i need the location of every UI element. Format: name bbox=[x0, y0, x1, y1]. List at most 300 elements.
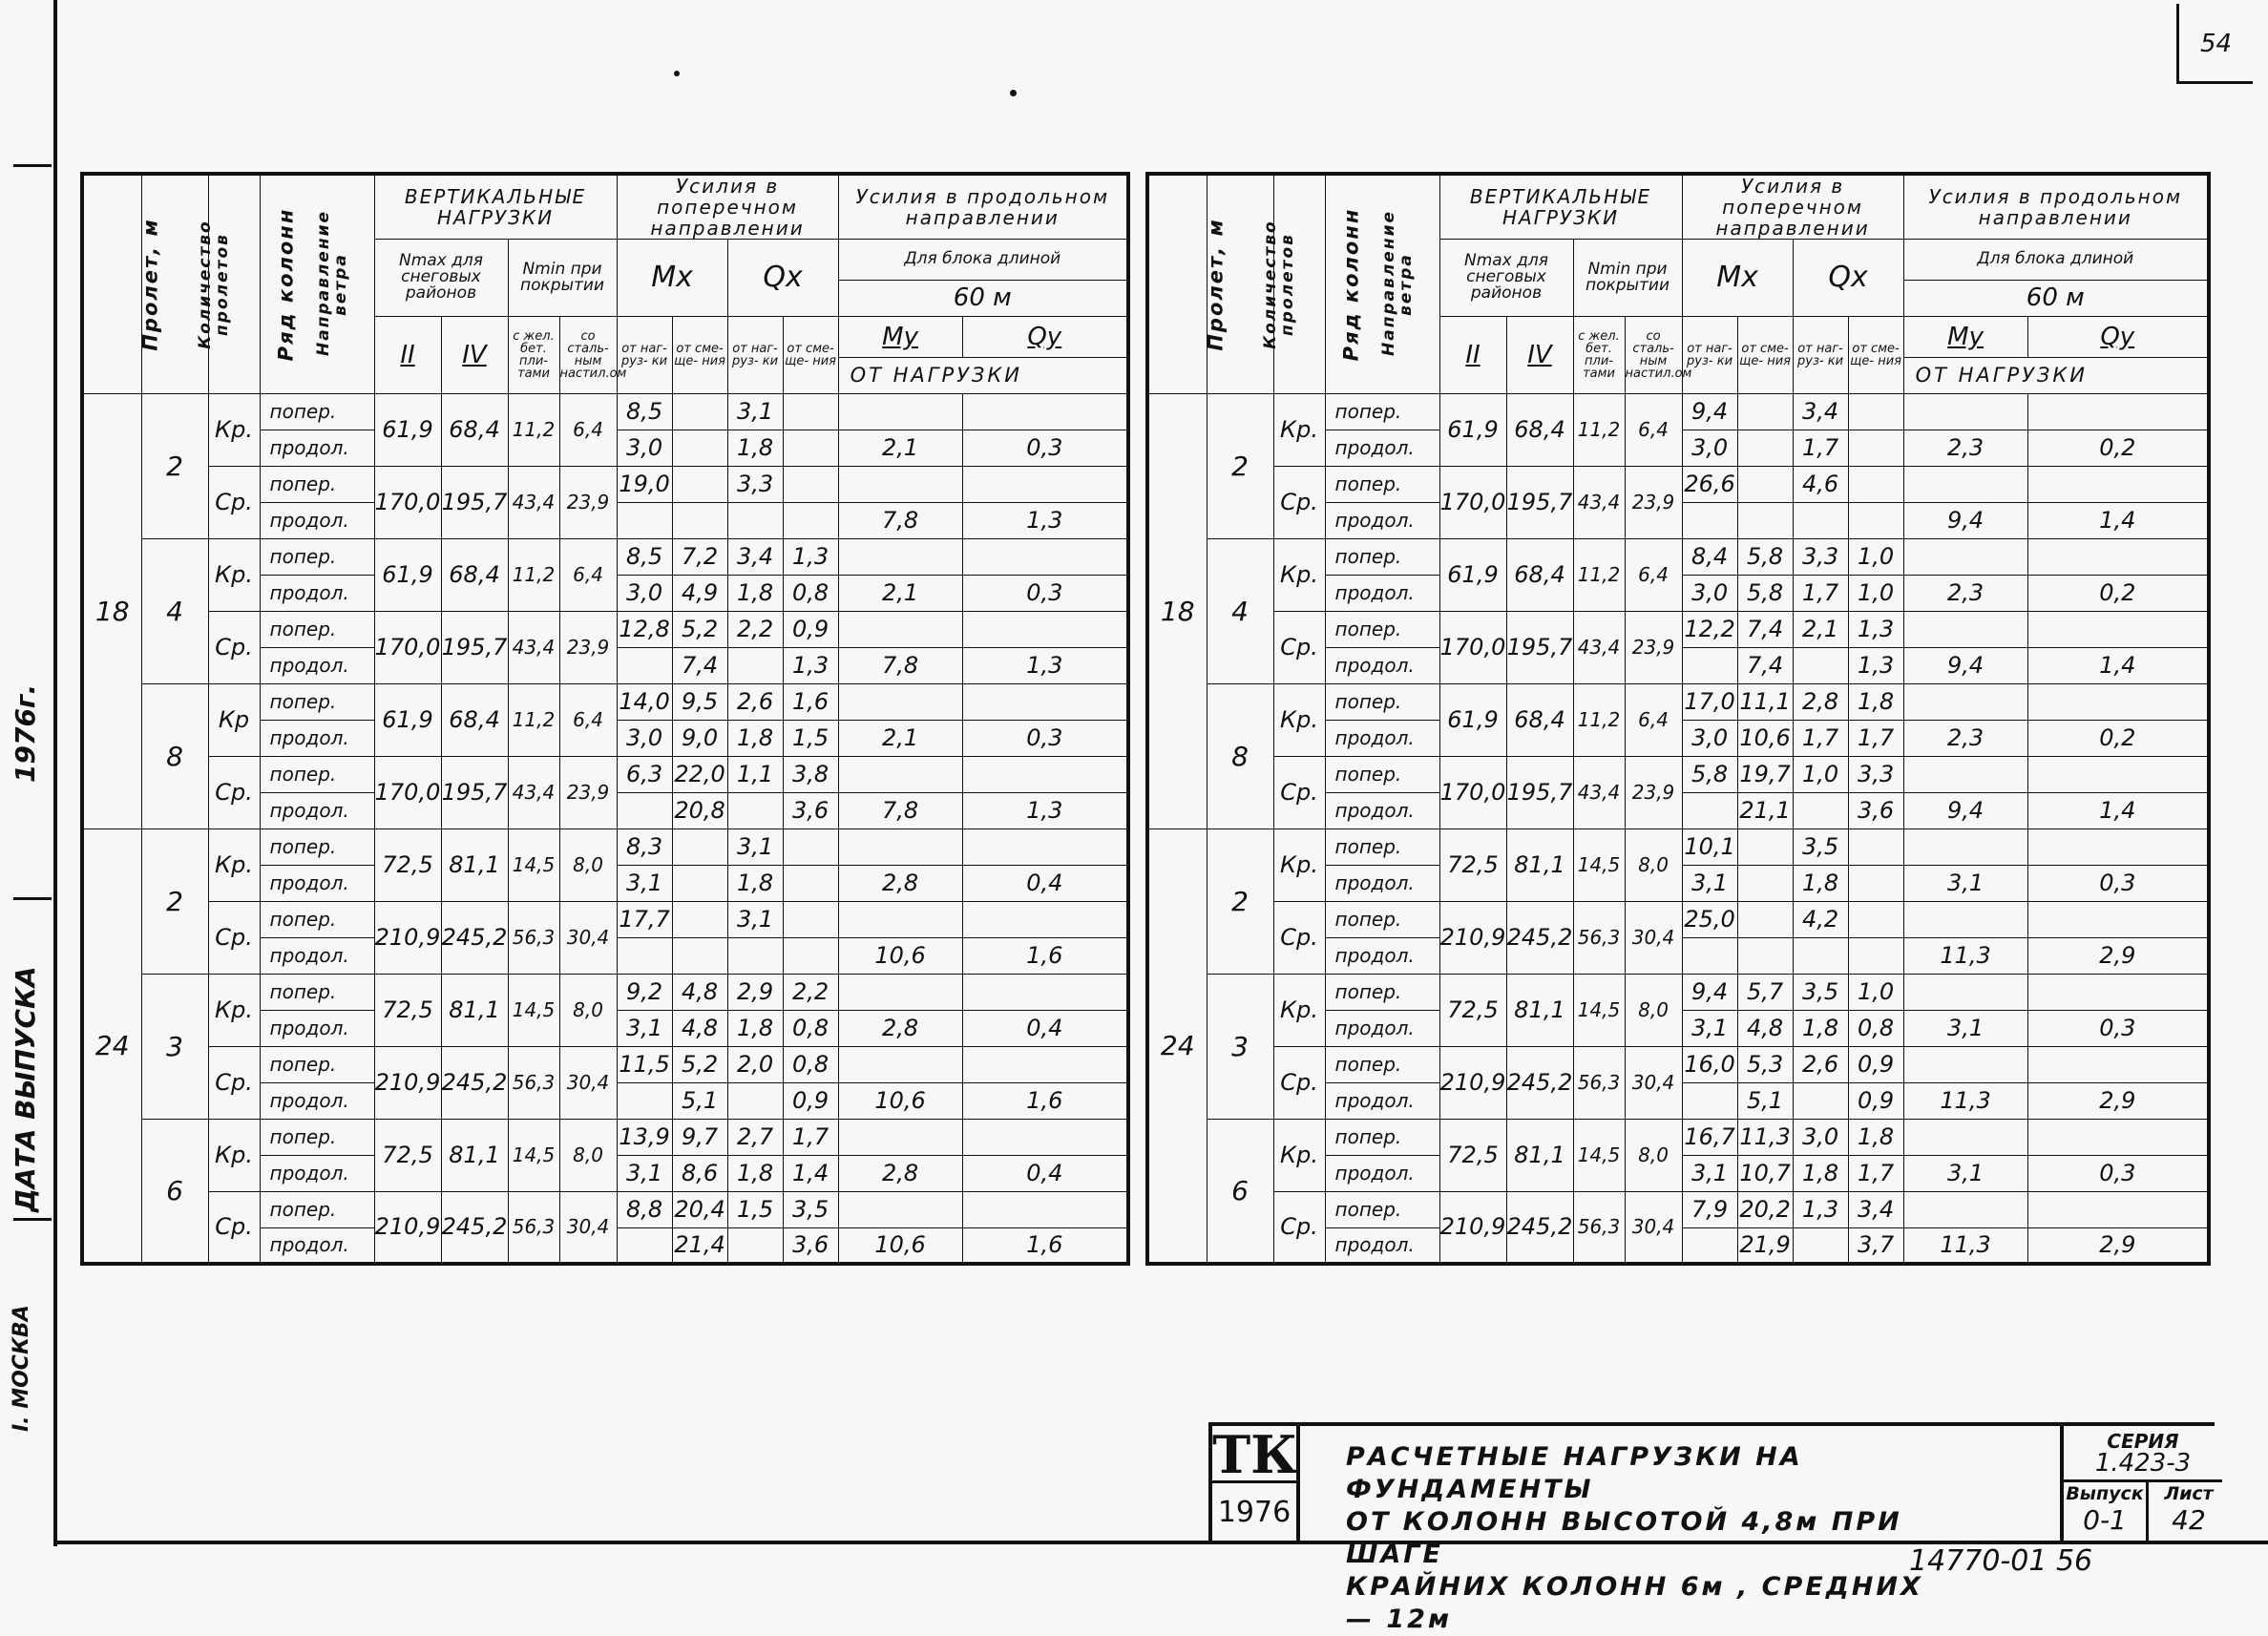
header-qx: Qx bbox=[1793, 240, 1903, 317]
direction-cell: продол. bbox=[1325, 865, 1439, 901]
my-cell-blank bbox=[1903, 756, 2027, 792]
header-text: Пролет, м bbox=[138, 218, 162, 351]
qx-load-cell: 1,8 bbox=[727, 1010, 783, 1046]
nmax-ii-cell: 170,0 bbox=[374, 756, 441, 828]
nmax-ii-cell: 170,0 bbox=[1439, 756, 1506, 828]
mx-disp-cell: 9,0 bbox=[672, 720, 727, 756]
qy-cell-blank bbox=[2027, 756, 2209, 792]
nmax-ii-cell: 210,9 bbox=[1439, 1046, 1506, 1119]
qx-disp-cell: 0,9 bbox=[783, 1082, 838, 1119]
mx-disp-cell: 10,7 bbox=[1737, 1155, 1793, 1191]
direction-cell: попер. bbox=[1325, 683, 1439, 720]
my-cell-blank bbox=[838, 611, 962, 647]
nmax-ii-cell: 61,9 bbox=[374, 393, 441, 466]
row-label: Кр. bbox=[208, 1119, 260, 1191]
my-cell: 2,8 bbox=[838, 1010, 962, 1046]
qy-cell: 0,3 bbox=[2027, 1155, 2209, 1191]
nmax-iv-cell: 68,4 bbox=[1506, 538, 1573, 611]
qy-cell-blank bbox=[2027, 1046, 2209, 1082]
my-cell: 7,8 bbox=[838, 502, 962, 538]
mx-disp-cell bbox=[672, 865, 727, 901]
row-label: Кр. bbox=[208, 974, 260, 1046]
direction-cell: попер. bbox=[260, 683, 374, 720]
mx-load-cell: 9,2 bbox=[617, 974, 672, 1010]
mx-load-cell: 3,1 bbox=[617, 865, 672, 901]
qx-disp-cell: 3,8 bbox=[783, 756, 838, 792]
my-cell: 2,3 bbox=[1903, 720, 2027, 756]
header-longitudinal: Усилия в продольном направлении bbox=[1903, 174, 2209, 240]
mx-load-cell: 3,0 bbox=[1682, 430, 1737, 466]
qx-load-cell: 1,7 bbox=[1793, 430, 1848, 466]
my-cell: 9,4 bbox=[1903, 792, 2027, 828]
header-my: My bbox=[1903, 316, 2027, 357]
qx-load-cell bbox=[727, 647, 783, 683]
page-number: 54 bbox=[2176, 4, 2253, 84]
nmin-concrete-cell: 43,4 bbox=[508, 756, 559, 828]
mx-disp-cell bbox=[672, 430, 727, 466]
mx-disp-cell: 5,2 bbox=[672, 611, 727, 647]
nmin-concrete-cell: 11,2 bbox=[1573, 683, 1625, 756]
direction-cell: продол. bbox=[1325, 502, 1439, 538]
header-vertical: ВЕРТИКАЛЬНЫЕ НАГРУЗКИ bbox=[1439, 174, 1682, 240]
table-row bbox=[82, 1046, 1128, 1082]
mx-load-cell: 5,8 bbox=[1682, 756, 1737, 792]
qy-cell: 0,4 bbox=[962, 865, 1128, 901]
table-row bbox=[1147, 683, 2209, 720]
qx-load-cell bbox=[1793, 1227, 1848, 1264]
qx-disp-cell: 0,9 bbox=[783, 611, 838, 647]
my-cell-blank bbox=[838, 974, 962, 1010]
mx-disp-cell: 20,2 bbox=[1737, 1191, 1793, 1227]
mx-load-cell: 8,4 bbox=[1682, 538, 1737, 575]
nmin-steel-cell: 30,4 bbox=[559, 1046, 617, 1119]
nmin-concrete-cell: 11,2 bbox=[508, 683, 559, 756]
mx-disp-cell bbox=[672, 466, 727, 502]
direction-cell: продол. bbox=[260, 1010, 374, 1046]
table-row bbox=[1147, 466, 2209, 502]
row-label: Ср. bbox=[208, 1046, 260, 1119]
qx-disp-cell bbox=[783, 828, 838, 865]
mx-load-cell: 3,0 bbox=[617, 720, 672, 756]
qx-disp-cell bbox=[1848, 393, 1903, 430]
nmin-concrete-cell: 43,4 bbox=[1573, 466, 1625, 538]
header-district-ii: II bbox=[1439, 316, 1506, 393]
nmin-concrete-cell: 43,4 bbox=[1573, 756, 1625, 828]
qx-load-cell: 2,6 bbox=[727, 683, 783, 720]
direction-cell: попер. bbox=[260, 1119, 374, 1155]
mx-load-cell: 12,8 bbox=[617, 611, 672, 647]
nmin-concrete-cell: 56,3 bbox=[508, 901, 559, 974]
row-label: Ср. bbox=[1273, 901, 1325, 974]
header-district-ii: II bbox=[374, 316, 441, 393]
mx-load-cell: 10,1 bbox=[1682, 828, 1737, 865]
mx-load-cell bbox=[1682, 792, 1737, 828]
nmin-steel-cell: 23,9 bbox=[1625, 756, 1682, 828]
header-my: My bbox=[838, 316, 962, 357]
qy-cell: 1,6 bbox=[962, 1227, 1128, 1264]
qx-disp-cell bbox=[1848, 828, 1903, 865]
qx-disp-cell: 0,8 bbox=[783, 1010, 838, 1046]
mx-load-cell bbox=[617, 1082, 672, 1119]
header-nmax: Nmax для снеговых районов bbox=[1439, 240, 1573, 317]
my-cell: 9,4 bbox=[1903, 502, 2027, 538]
header-transverse: Усилия в поперечном направлении bbox=[617, 174, 838, 240]
direction-cell: продол. bbox=[1325, 1155, 1439, 1191]
direction-cell: продол. bbox=[1325, 1227, 1439, 1264]
mx-disp-cell: 22,0 bbox=[672, 756, 727, 792]
header-mx-load: от наг- руз- ки bbox=[1682, 316, 1737, 393]
nmax-ii-cell: 210,9 bbox=[374, 1046, 441, 1119]
nmin-concrete-cell: 43,4 bbox=[508, 466, 559, 538]
nmax-iv-cell: 245,2 bbox=[441, 1191, 508, 1264]
qx-load-cell: 1,7 bbox=[1793, 720, 1848, 756]
mx-load-cell: 16,0 bbox=[1682, 1046, 1737, 1082]
qy-cell: 0,3 bbox=[962, 575, 1128, 611]
direction-cell: продол. bbox=[260, 1155, 374, 1191]
qx-load-cell: 1,8 bbox=[1793, 1155, 1848, 1191]
table-row bbox=[1147, 756, 2209, 792]
direction-cell: продол. bbox=[1325, 792, 1439, 828]
qy-cell: 0,4 bbox=[962, 1155, 1128, 1191]
header-qy: Qy bbox=[2027, 316, 2209, 357]
mx-load-cell: 17,7 bbox=[617, 901, 672, 937]
qx-load-cell bbox=[1793, 792, 1848, 828]
mx-load-cell: 3,1 bbox=[1682, 1155, 1737, 1191]
my-cell-blank bbox=[838, 901, 962, 937]
qy-cell: 0,3 bbox=[962, 430, 1128, 466]
nmin-steel-cell: 23,9 bbox=[559, 756, 617, 828]
qy-cell: 0,4 bbox=[962, 1010, 1128, 1046]
qx-load-cell: 2,9 bbox=[727, 974, 783, 1010]
mx-disp-cell: 5,8 bbox=[1737, 575, 1793, 611]
qy-cell-blank bbox=[2027, 901, 2209, 937]
nmin-concrete-cell: 14,5 bbox=[1573, 828, 1625, 901]
header-concrete: с жел. бет. пли- тами bbox=[508, 316, 559, 393]
qx-load-cell: 2,0 bbox=[727, 1046, 783, 1082]
direction-cell: попер. bbox=[1325, 1046, 1439, 1082]
count-value: 6 bbox=[1207, 1119, 1273, 1264]
row-label: Ср. bbox=[1273, 1191, 1325, 1264]
nmax-ii-cell: 61,9 bbox=[1439, 393, 1506, 466]
header-qx-load: от наг- руз- ки bbox=[727, 316, 783, 393]
my-cell: 2,3 bbox=[1903, 430, 2027, 466]
mx-disp-cell: 4,8 bbox=[1737, 1010, 1793, 1046]
mx-disp-cell: 21,1 bbox=[1737, 792, 1793, 828]
my-cell-blank bbox=[1903, 538, 2027, 575]
qy-cell: 0,3 bbox=[2027, 865, 2209, 901]
mx-disp-cell bbox=[1737, 430, 1793, 466]
qy-cell: 1,4 bbox=[2027, 792, 2209, 828]
nmin-concrete-cell: 14,5 bbox=[1573, 1119, 1625, 1191]
qx-disp-cell: 1,3 bbox=[1848, 611, 1903, 647]
qx-disp-cell bbox=[783, 901, 838, 937]
qy-cell: 0,2 bbox=[2027, 430, 2209, 466]
qx-disp-cell: 1,8 bbox=[1848, 1119, 1903, 1155]
mx-load-cell bbox=[1682, 647, 1737, 683]
table-row bbox=[82, 683, 1128, 720]
qx-load-cell bbox=[727, 502, 783, 538]
direction-cell: попер. bbox=[260, 828, 374, 865]
qy-cell: 2,9 bbox=[2027, 1082, 2209, 1119]
count-value: 3 bbox=[1207, 974, 1273, 1119]
row-label: Ср. bbox=[208, 901, 260, 974]
qx-disp-cell: 0,8 bbox=[783, 575, 838, 611]
side-rule bbox=[13, 1218, 52, 1221]
nmax-iv-cell: 68,4 bbox=[441, 538, 508, 611]
direction-cell: попер. bbox=[260, 393, 374, 430]
tk-logo bbox=[1212, 1426, 1300, 1541]
header-nmax: Nmax для снеговых районов bbox=[374, 240, 508, 317]
direction-cell: продол. bbox=[1325, 1082, 1439, 1119]
direction-cell: продол. bbox=[260, 1227, 374, 1264]
qx-disp-cell: 1,7 bbox=[1848, 720, 1903, 756]
qy-cell: 1,6 bbox=[962, 937, 1128, 974]
sheet-label: Лист bbox=[2164, 1483, 2214, 1504]
my-cell: 2,1 bbox=[838, 430, 962, 466]
issue-value: 0-1 bbox=[2083, 1504, 2127, 1536]
mx-disp-cell: 19,7 bbox=[1737, 756, 1793, 792]
direction-cell: попер. bbox=[1325, 393, 1439, 430]
mx-load-cell: 13,9 bbox=[617, 1119, 672, 1155]
mx-disp-cell: 7,4 bbox=[1737, 647, 1793, 683]
nmin-steel-cell: 8,0 bbox=[1625, 1119, 1682, 1191]
header-qx-disp: от сме- ще- ния bbox=[1848, 316, 1903, 393]
mx-disp-cell: 8,6 bbox=[672, 1155, 727, 1191]
nmin-steel-cell: 6,4 bbox=[559, 393, 617, 466]
count-value: 2 bbox=[1207, 393, 1273, 538]
mx-disp-cell: 5,3 bbox=[1737, 1046, 1793, 1082]
nmax-iv-cell: 245,2 bbox=[1506, 901, 1573, 974]
my-cell: 10,6 bbox=[838, 937, 962, 974]
table-row bbox=[1147, 1046, 2209, 1082]
direction-cell: попер. bbox=[1325, 466, 1439, 502]
qx-load-cell: 1,5 bbox=[727, 1191, 783, 1227]
nmax-iv-cell: 245,2 bbox=[1506, 1046, 1573, 1119]
span-value: 18 bbox=[1147, 393, 1207, 828]
direction-cell: продол. bbox=[260, 502, 374, 538]
nmax-ii-cell: 210,9 bbox=[1439, 1191, 1506, 1264]
mx-disp-cell bbox=[1737, 828, 1793, 865]
mx-disp-cell: 4,8 bbox=[672, 1010, 727, 1046]
nmin-steel-cell: 23,9 bbox=[1625, 611, 1682, 683]
qy-cell: 2,9 bbox=[2027, 937, 2209, 974]
mx-disp-cell: 5,7 bbox=[1737, 974, 1793, 1010]
mx-disp-cell: 7,4 bbox=[1737, 611, 1793, 647]
mx-disp-cell bbox=[1737, 502, 1793, 538]
qy-cell: 2,9 bbox=[2027, 1227, 2209, 1264]
direction-cell: попер. bbox=[1325, 538, 1439, 575]
qx-load-cell: 3,4 bbox=[727, 538, 783, 575]
direction-cell: попер. bbox=[1325, 974, 1439, 1010]
qx-load-cell: 2,7 bbox=[727, 1119, 783, 1155]
nmax-iv-cell: 81,1 bbox=[441, 974, 508, 1046]
row-label: Ср. bbox=[208, 756, 260, 828]
title-line: КРАЙНИХ КОЛОНН 6м , СРЕДНИХ — 12м bbox=[1346, 1572, 1923, 1634]
direction-cell: продол. bbox=[260, 1082, 374, 1119]
header-block: Для блока длиной bbox=[838, 240, 1128, 281]
nmin-concrete-cell: 14,5 bbox=[508, 1119, 559, 1191]
my-cell: 11,3 bbox=[1903, 937, 2027, 974]
qx-disp-cell bbox=[783, 430, 838, 466]
table-row bbox=[82, 393, 1128, 430]
header-district-iv: IV bbox=[1506, 316, 1573, 393]
nmin-steel-cell: 8,0 bbox=[559, 1119, 617, 1191]
mx-load-cell: 25,0 bbox=[1682, 901, 1737, 937]
direction-cell: продол. bbox=[260, 720, 374, 756]
direction-cell: продол. bbox=[1325, 720, 1439, 756]
table-row bbox=[82, 466, 1128, 502]
nmin-steel-cell: 30,4 bbox=[559, 901, 617, 974]
row-label: Ср. bbox=[208, 611, 260, 683]
count-value: 4 bbox=[1207, 538, 1273, 683]
nmax-iv-cell: 195,7 bbox=[1506, 611, 1573, 683]
mx-disp-cell: 5,2 bbox=[672, 1046, 727, 1082]
qx-load-cell bbox=[1793, 1082, 1848, 1119]
nmin-concrete-cell: 11,2 bbox=[508, 393, 559, 466]
qx-load-cell: 1,1 bbox=[727, 756, 783, 792]
side-city: I. МОСКВА bbox=[10, 1305, 33, 1432]
direction-cell: попер. bbox=[260, 538, 374, 575]
qx-disp-cell: 0,9 bbox=[1848, 1082, 1903, 1119]
nmax-iv-cell: 68,4 bbox=[1506, 393, 1573, 466]
qx-disp-cell: 1,7 bbox=[1848, 1155, 1903, 1191]
direction-cell: продол. bbox=[1325, 1010, 1439, 1046]
header-district-iv: IV bbox=[441, 316, 508, 393]
qx-disp-cell: 1,0 bbox=[1848, 974, 1903, 1010]
qx-disp-cell bbox=[1848, 466, 1903, 502]
qx-load-cell: 4,6 bbox=[1793, 466, 1848, 502]
qx-disp-cell: 1,5 bbox=[783, 720, 838, 756]
table-row bbox=[82, 974, 1128, 1010]
qx-disp-cell: 1,3 bbox=[783, 538, 838, 575]
row-label: Кр. bbox=[1273, 828, 1325, 901]
my-cell-blank bbox=[1903, 393, 2027, 430]
header-text: Количество пролетов bbox=[195, 220, 232, 349]
header-text: Ряд колонн bbox=[1338, 207, 1362, 362]
qx-disp-cell: 1,7 bbox=[783, 1119, 838, 1155]
qx-load-cell: 1,8 bbox=[1793, 865, 1848, 901]
qx-load-cell bbox=[1793, 647, 1848, 683]
qx-load-cell: 1,3 bbox=[1793, 1191, 1848, 1227]
span-value: 24 bbox=[1147, 828, 1207, 1264]
my-cell-blank bbox=[838, 393, 962, 430]
qx-disp-cell bbox=[1848, 430, 1903, 466]
my-cell-blank bbox=[1903, 1119, 2027, 1155]
mx-load-cell: 8,5 bbox=[617, 538, 672, 575]
header-text: Ряд колонн bbox=[273, 207, 297, 362]
direction-cell: попер. bbox=[260, 1046, 374, 1082]
my-cell-blank bbox=[838, 683, 962, 720]
qy-cell: 1,4 bbox=[2027, 502, 2209, 538]
table-row bbox=[1147, 1191, 2209, 1227]
my-cell-blank bbox=[1903, 901, 2027, 937]
header-span bbox=[1147, 174, 1228, 393]
header-qx: Qx bbox=[727, 240, 838, 317]
nmin-steel-cell: 23,9 bbox=[1625, 466, 1682, 538]
header-block-length: 60 м bbox=[1903, 280, 2209, 316]
nmin-steel-cell: 6,4 bbox=[1625, 538, 1682, 611]
nmax-ii-cell: 72,5 bbox=[1439, 1119, 1506, 1191]
row-label: Ср. bbox=[1273, 466, 1325, 538]
mx-load-cell bbox=[1682, 937, 1737, 974]
mx-load-cell: 7,9 bbox=[1682, 1191, 1737, 1227]
nmax-ii-cell: 61,9 bbox=[374, 683, 441, 756]
table-row bbox=[1147, 974, 2209, 1010]
qy-cell: 1,4 bbox=[2027, 647, 2209, 683]
nmax-ii-cell: 72,5 bbox=[374, 828, 441, 901]
direction-cell: попер. bbox=[1325, 1119, 1439, 1155]
direction-cell: продол. bbox=[260, 575, 374, 611]
qx-load-cell: 1,8 bbox=[1793, 1010, 1848, 1046]
mx-load-cell bbox=[1682, 1082, 1737, 1119]
series-value: 1.423-3 bbox=[2094, 1449, 2192, 1478]
qx-load-cell: 3,5 bbox=[1793, 974, 1848, 1010]
header-nmin: Nmin при покрытии bbox=[508, 240, 617, 317]
row-label: Ср. bbox=[1273, 611, 1325, 683]
nmin-concrete-cell: 11,2 bbox=[1573, 393, 1625, 466]
mx-load-cell: 8,8 bbox=[617, 1191, 672, 1227]
nmin-concrete-cell: 11,2 bbox=[508, 538, 559, 611]
mx-load-cell: 16,7 bbox=[1682, 1119, 1737, 1155]
my-cell: 7,8 bbox=[838, 647, 962, 683]
my-cell: 9,4 bbox=[1903, 647, 2027, 683]
qx-disp-cell: 1,3 bbox=[783, 647, 838, 683]
qx-disp-cell bbox=[783, 865, 838, 901]
mx-disp-cell: 4,8 bbox=[672, 974, 727, 1010]
my-cell: 3,1 bbox=[1903, 1010, 2027, 1046]
my-cell: 2,1 bbox=[838, 720, 962, 756]
qx-disp-cell: 2,2 bbox=[783, 974, 838, 1010]
qy-cell: 0,3 bbox=[2027, 1010, 2209, 1046]
nmax-ii-cell: 72,5 bbox=[374, 974, 441, 1046]
direction-cell: попер. bbox=[260, 611, 374, 647]
row-label: Ср. bbox=[208, 1191, 260, 1264]
header-block: Для блока длиной bbox=[1903, 240, 2209, 281]
qy-cell-blank bbox=[962, 901, 1128, 937]
qx-load-cell: 2,1 bbox=[1793, 611, 1848, 647]
qx-disp-cell: 3,6 bbox=[1848, 792, 1903, 828]
mx-load-cell: 3,0 bbox=[617, 430, 672, 466]
nmax-iv-cell: 81,1 bbox=[1506, 1119, 1573, 1191]
mx-load-cell: 19,0 bbox=[617, 466, 672, 502]
qx-disp-cell: 1,3 bbox=[1848, 647, 1903, 683]
qx-load-cell: 1,8 bbox=[727, 865, 783, 901]
mx-load-cell: 3,0 bbox=[1682, 720, 1737, 756]
header-span bbox=[82, 174, 162, 393]
mx-load-cell bbox=[617, 1227, 672, 1264]
count-value: 8 bbox=[141, 683, 208, 828]
qy-cell-blank bbox=[2027, 828, 2209, 865]
title-line: РАСЧЕТНЫЕ НАГРУЗКИ НА ФУНДАМЕНТЫ bbox=[1346, 1442, 1803, 1504]
nmin-concrete-cell: 14,5 bbox=[508, 828, 559, 901]
mx-disp-cell bbox=[672, 393, 727, 430]
qy-cell-blank bbox=[962, 1191, 1128, 1227]
my-cell-blank bbox=[838, 828, 962, 865]
side-release-label: ДАТА ВЫПУСКА bbox=[10, 966, 41, 1212]
my-cell-blank bbox=[1903, 683, 2027, 720]
qy-cell-blank bbox=[962, 393, 1128, 430]
sheet-frame-left bbox=[53, 0, 57, 1546]
qx-load-cell: 2,8 bbox=[1793, 683, 1848, 720]
direction-cell: продол. bbox=[1325, 647, 1439, 683]
nmin-steel-cell: 6,4 bbox=[1625, 393, 1682, 466]
span-value: 24 bbox=[82, 828, 141, 1264]
qx-disp-cell: 3,3 bbox=[1848, 756, 1903, 792]
my-cell: 11,3 bbox=[1903, 1082, 2027, 1119]
qy-cell-blank bbox=[2027, 538, 2209, 575]
span-value: 18 bbox=[82, 393, 141, 828]
qx-disp-cell: 0,8 bbox=[1848, 1010, 1903, 1046]
